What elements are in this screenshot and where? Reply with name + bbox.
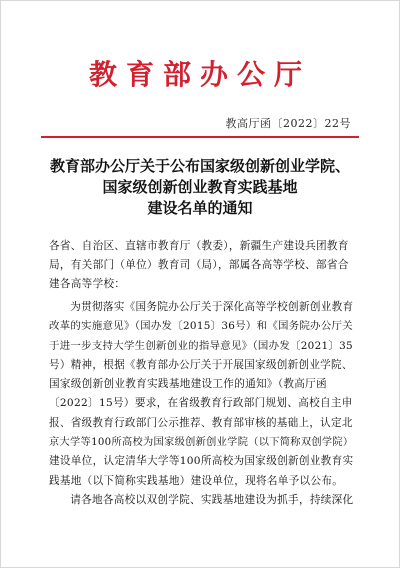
title-line: 国家级创新创业教育实践基地 <box>102 178 298 196</box>
body-line: 建设单位，认定清华大学等100所高校为国家级创新创业教育实 <box>49 455 354 468</box>
body-line: 号）精神，根据《教育部办公厅关于开展国家级创新创业学院、 <box>49 358 353 371</box>
body-line: 践基地（以下简称实践基地）建设单位，现将名单予以公布。 <box>49 474 344 487</box>
body-text <box>49 298 353 510</box>
body-line: 于进一步支持大学生创新创业的指导意见》（国办发〔2021〕35 <box>49 339 353 352</box>
recipients-block <box>49 237 353 294</box>
issuer-header: 教育部办公厅 <box>88 58 311 91</box>
body-line: 为贯彻落实《国务院办公厅关于深化高等学校创新创业教育 <box>70 301 354 313</box>
body-line: 请各地各高校以双创学院、实践基地建设为抓手，持续深化 <box>70 493 354 506</box>
body-line: 报、省级教育行政部门公示推荐、教育部审核的基础上，认定北 <box>49 416 353 429</box>
recipients-line: 局，有关部门（单位）教育司（局），部属各高等学校、部省合 <box>49 259 349 271</box>
title-line: 建设名单的通知 <box>147 199 253 217</box>
body-line: 改革的实施意见》（国办发〔2015〕36号）和《国务院办公厅关 <box>49 320 353 333</box>
document-number: 教高厅函〔2022〕22号 <box>225 117 351 130</box>
recipients-line: 建各高等学校： <box>49 278 126 290</box>
body-paragraph-2 <box>49 491 353 510</box>
body-line: 国家级创新创业教育实践基地建设工作的通知》（教高厅函 <box>49 378 327 391</box>
title-line: 教育部办公厅关于公布国家级创新创业学院、 <box>49 157 350 175</box>
document-title <box>37 156 363 219</box>
body-line: 〔2022〕15号）要求，在省级教育行政部门规划、高校自主申 <box>49 397 353 410</box>
body-paragraph-1 <box>49 298 353 491</box>
red-divider-line <box>41 136 359 138</box>
body-line: 京大学等100所高校为国家级创新创业学院（以下简称双创学院） <box>49 437 354 449</box>
recipients-line: 各省、自治区、直辖市教育厅（教委），新疆生产建设兵团教育 <box>49 240 349 252</box>
